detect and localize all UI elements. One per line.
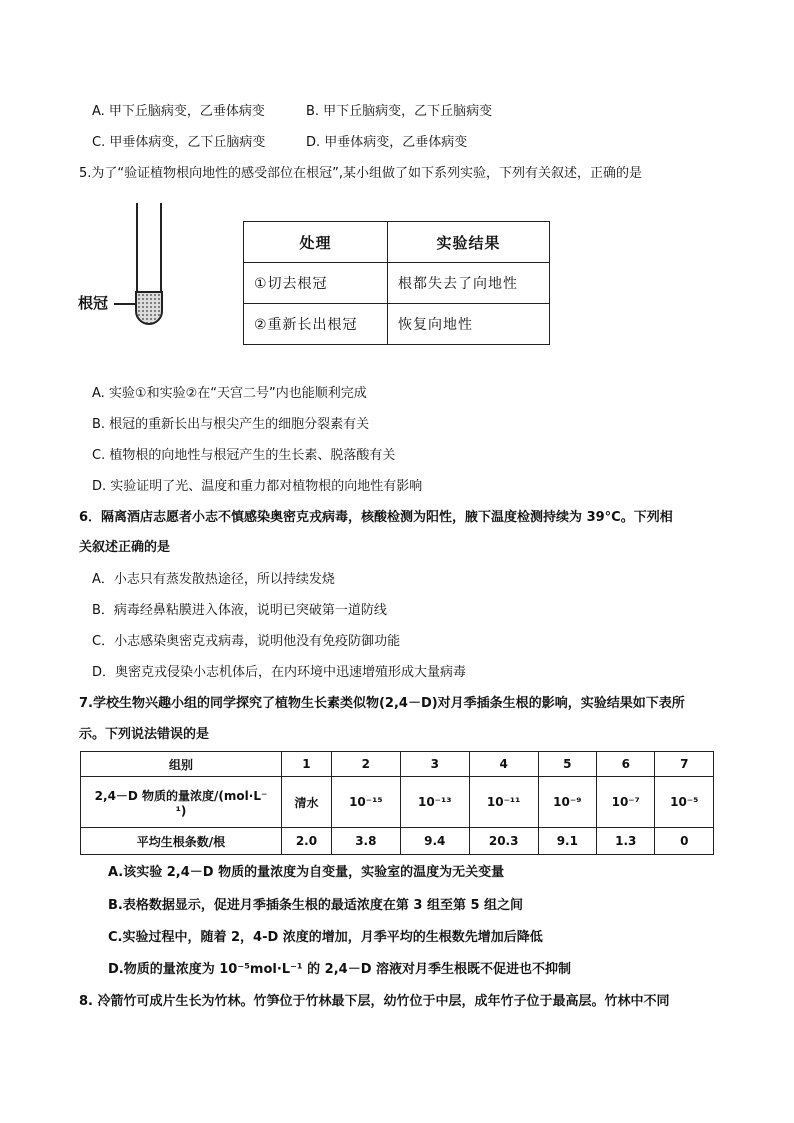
q5-table-cell: ②重新长出根冠 [244,304,388,345]
root-cap-label: 根冠 [78,294,109,312]
q6-option-a: A．小志只有蒸发散热途径，所以持续发烧 [92,572,335,587]
q7-concentration-label-line2: ¹) [175,803,187,818]
q7-group-cell: 7 [655,752,714,777]
q7-roots-cell: 20.3 [469,828,538,855]
q6-option-c: C．小志感染奥密克戎病毒，说明他没有免疫防御功能 [92,634,401,649]
q5-table-cell: 恢复向地性 [388,304,550,345]
q6-option-d: D．奥密克戎侵染小志机体后，在内环境中迅速增殖形成大量病毒 [92,665,467,680]
q7-concentration-cell: 清水 [282,777,332,828]
q5-option-b: B. 根冠的重新长出与根尖产生的细胞分裂素有关 [92,417,370,432]
q4-option-d: D. 甲垂体病变，乙垂体病变 [306,135,468,150]
q7-row-label-roots: 平均生根条数/根 [81,828,282,855]
q5-stem: 5.为了“验证植物根向地性的感受部位在根冠”,某小组做了如下系列实验，下列有关叙述，正确的是 [79,166,643,181]
q7-concentration-cell: 10⁻¹¹ [469,777,538,828]
root-cap-figure [78,203,168,333]
label-pointer-line [114,303,136,305]
q7-group-cell: 4 [469,752,538,777]
q7-concentration-cell: 10⁻¹⁵ [331,777,400,828]
q7-roots-cell: 9.4 [400,828,469,855]
q7-stem-line2: 示。下列说法错误的是 [79,727,210,742]
q5-option-d: D. 实验证明了光、温度和重力都对植物根的向地性有影响 [92,479,423,494]
q7-group-cell: 3 [400,752,469,777]
q7-option-d: D.物质的量浓度为 10⁻⁵mol·L⁻¹ 的 2,4－D 溶液对月季生根既不促进也不抑制 [108,962,572,977]
root-cap-shape [135,291,163,325]
q7-concentration-cell: 10⁻⁷ [597,777,655,828]
q6-stem-line2: 关叙述正确的是 [79,540,171,555]
q7-concentration-cell: 10⁻⁹ [538,777,596,828]
q5-table [243,221,550,345]
q6-option-b: B．病毒经鼻粘膜进入体液，说明已突破第一道防线 [92,603,387,618]
q7-concentration-cell: 10⁻¹³ [400,777,469,828]
q5-option-a: A. 实验①和实验②在“天宫二号”内也能顺利完成 [92,386,367,401]
q7-row-label-group: 组别 [81,752,282,777]
q7-option-c: C.实验过程中，随着 2，4-D 浓度的增加，月季平均的生根数先增加后降低 [108,930,543,945]
q5-table-cell: 根都失去了向地性 [388,263,550,304]
q7-stem-line1: 7.学校生物兴趣小组的同学探究了植物生长素类似物(2,4－D)对月季插条生根的影响，实验结果如下表所 [79,696,685,711]
q5-table-header-treatment: 处理 [244,222,388,263]
q7-concentration-cell: 10⁻⁵ [655,777,714,828]
q4-option-a: A. 甲下丘脑病变，乙垂体病变 [92,104,265,119]
q7-row-label-concentration [81,777,282,828]
q7-roots-cell: 1.3 [597,828,655,855]
q7-group-cell: 1 [282,752,332,777]
q5-table-header-result: 实验结果 [388,222,550,263]
q8-stem-line1: 8. 冷箭竹可成片生长为竹林。竹笋位于竹林最下层，幼竹位于中层，成年竹子位于最高层。竹林中不同 [79,994,670,1009]
q5-option-c: C. 植物根的向地性与根冠产生的生长素、脱落酸有关 [92,448,396,463]
q7-option-a: A.该实验 2,4－D 物质的量浓度为自变量，实验室的温度为无关变量 [108,865,505,880]
q4-option-c: C. 甲垂体病变，乙下丘脑病变 [92,135,266,150]
q6-stem-line1: 6．隔离酒店志愿者小志不慎感染奥密克戎病毒，核酸检测为阳性，腋下温度检测持续为 39°C。下列相 [79,510,673,525]
q7-group-cell: 6 [597,752,655,777]
q7-table [80,751,714,855]
q7-concentration-label-line1: 2,4－D 物质的量浓度/(mol·L⁻ [94,788,268,803]
q7-option-b: B.表格数据显示，促进月季插条生根的最适浓度在第 3 组至第 5 组之间 [108,898,524,913]
q7-roots-cell: 9.1 [538,828,596,855]
q4-option-b: B. 甲下丘脑病变，乙下丘脑病变 [306,104,493,119]
q7-group-cell: 2 [331,752,400,777]
q7-roots-cell: 2.0 [282,828,332,855]
q5-table-cell: ①切去根冠 [244,263,388,304]
q7-roots-cell: 0 [655,828,714,855]
q7-roots-cell: 3.8 [331,828,400,855]
q7-group-cell: 5 [538,752,596,777]
